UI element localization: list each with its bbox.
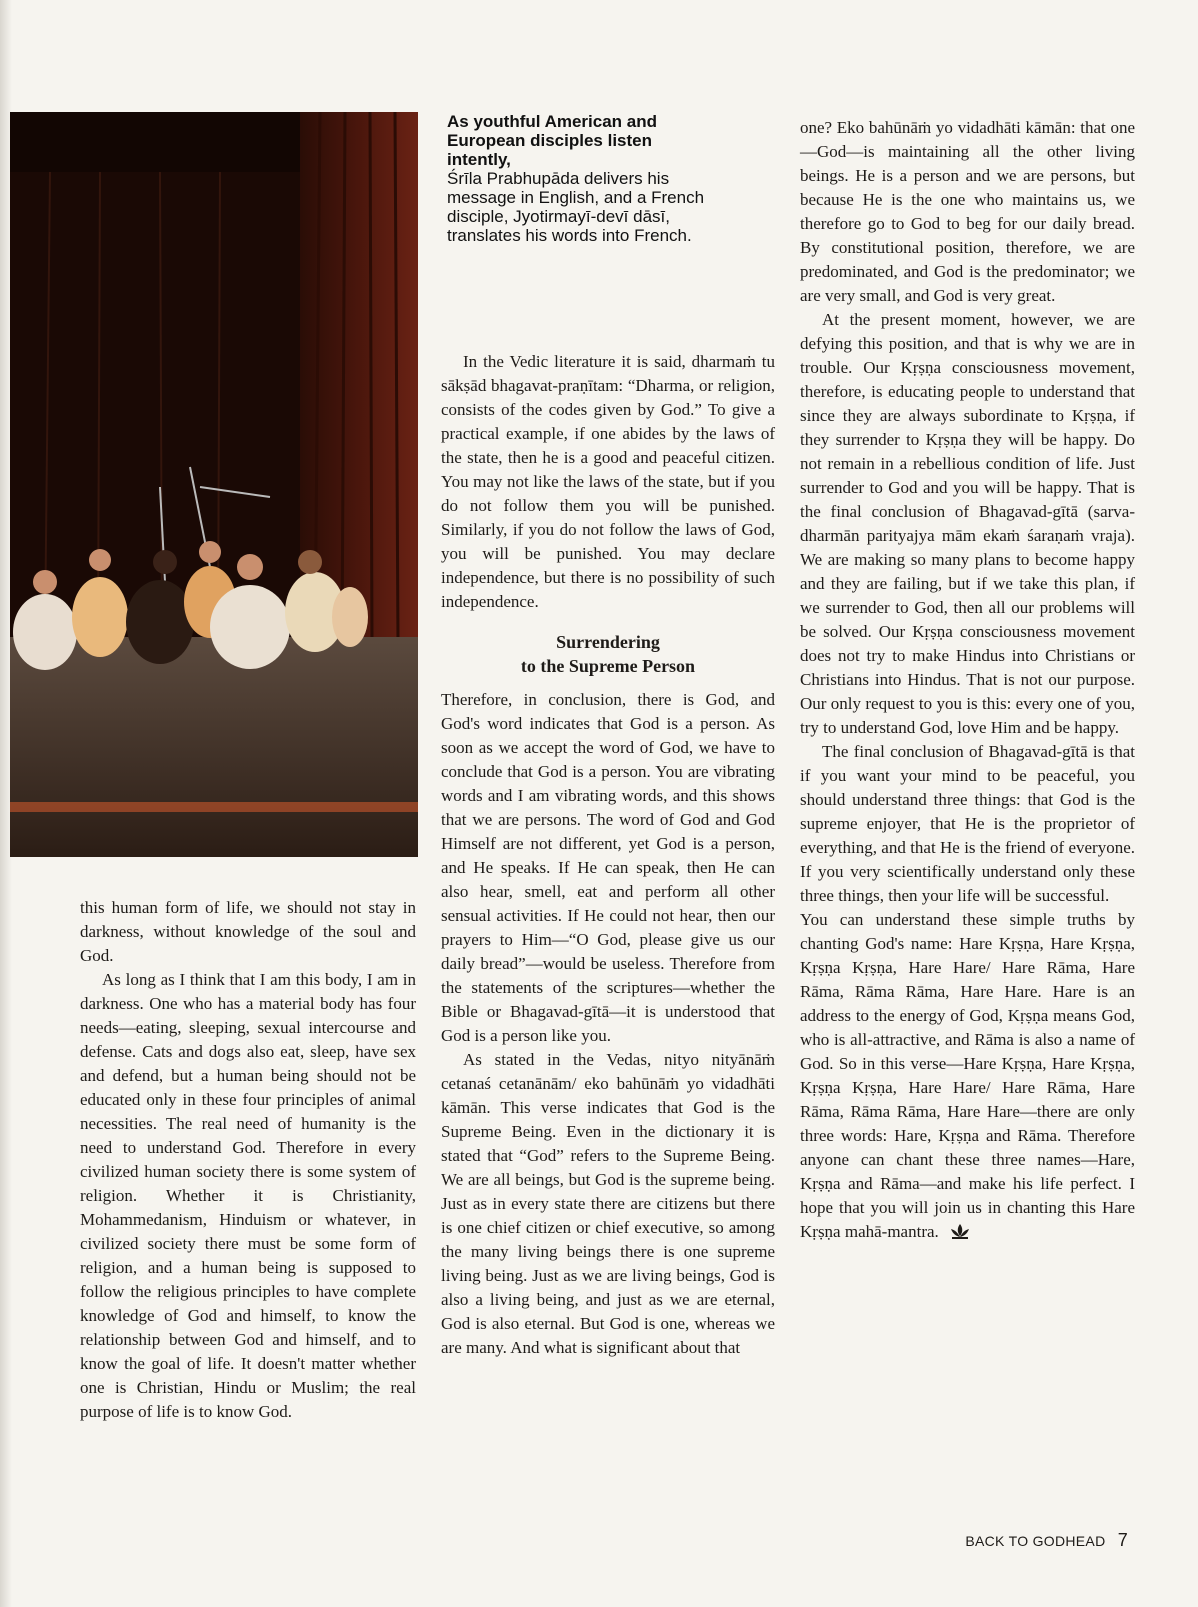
paragraph: this human form of life, we should not stay in darkness, without knowledge of the soul and God. [80,898,416,965]
paragraph: You can understand these simple truths by chanting God's name: Hare Kṛṣṇa, Hare Kṛṣṇa, Kṛṣṇa Kṛṣṇa, Hare Hare/ Hare Rāma, Hare Rāma, Rāma Rāma, Hare Hare. Hare is an address to the energy of God, Kṛṣṇa means God, who is all-attractive, and Rāma is also a name of God. So in this verse—Hare Kṛṣṇa, Hare Kṛṣṇa, Kṛṣṇa Kṛṣṇa, Hare Hare/ Hare Rāma, Hare Rāma, Rāma Rāma, Hare Hare—there are only three words: Hare, Kṛṣṇa and Rāma. Therefore anyone can chant these three names—Hare, Kṛṣṇa and Rāma—and make his life perfect. I hope that you will join us in chanting this Hare Kṛṣṇa mahā-mantra. [800,910,1135,1241]
paragraph: The final conclusion of Bhagavad-gītā is that if you want your mind to be peaceful, you should understand three things: that God is the supreme enjoyer, that He is the proprietor of everything, and that He is the friend of everyone. If you very scientifically understand only these three things, then your life will be successful. [800,742,1135,905]
photo-caption [447,112,707,245]
paragraph: In the Vedic literature it is said, dharmaṁ tu sākṣād bhagavat-praṇītam: “Dharma, or religion, consists of the codes given by God.” To give a practical example, if one abides by the laws of the state, then he is a good and peaceful citizen. You may not like the laws of the state, but if you do not follow them you will be punished. Similarly, if you do not follow the laws of God, you will be punished. You may declare independence, but there is no possibility of such independence. [441,352,775,611]
section-heading: Surrendering to the Supreme Person [520,632,696,676]
page-footer [965,1530,1128,1551]
paragraph: Therefore, in conclusion, there is God, and God's word indicates that God is a person. As soon as we accept the word of God, we have to conclude that God is a person. You are vibrating words and I am vibrating words, and this shows that we are persons. The word of God and God Himself are not different, yet God is a person, and He speaks. If He can speak, then He can also hear, smell, eat and perform all other sensual activities. If He could not hear, then our prayers to Him—“O God, please give us our daily bread”—would be useless. Therefore from the statements of the scriptures—whether the Bible or Bhagavad-gītā—it is understood that God is a person like you. [441,690,775,1045]
right-column [800,116,1135,1244]
paragraph: At the present moment, however, we are defying this position, and that is why we are in trouble. Our Kṛṣṇa consciousness movement, therefore, is educating people to understand that since they are always subordinate to Kṛṣṇa, if they surrender to Kṛṣṇa they will be happy. Do not remain in a rebellious condition of life. Just surrender to God and you will be happy. That is the final conclusion of Bhagavad-gītā (sarva-dharmān parityajya mām ekaṁ śaraṇaṁ vraja). We are making so many plans to become happy and they are failing, but if we take this plan, if we surrender to God, then all our problems will be solved. Our Kṛṣṇa consciousness movement does not try to make Hindus into Christians or Christians into Hindus. That is not our purpose. Our only request to you is this: every one of you, try to understand God, love Him and be happy. [800,310,1135,737]
paragraph: one? Eko bahūnāṁ yo vidadhāti kāmān: that one—God—is maintaining all the other living beings. He is a person and we are persons, but because He is the one who maintains us, we therefore go to God to beg for our daily bread. By constitutional position, therefore, we are predominated, and God is the predominator; we are very small, and God is very great. [800,118,1135,305]
paragraph: As long as I think that I am this body, I am in darkness. One who has a material body has four needs—eating, sleeping, sexual intercourse and defense. Cats and dogs also eat, sleep, have sex and defend, but a human being should not be educated only in these four principles of animal necessities. The real need of humanity is the need to understand God. Therefore in every civilized human society there is some system of religion. Whether it is Christianity, Mohammedanism, Hinduism or whatever, in civilized society there must be some form of religion, and a human being is supposed to follow the religious principles to have complete knowledge of God and himself, to know the relationship between God and himself, and to know the goal of life. It doesn't matter whether one is Christian, Hindu or Muslim; the real purpose of life is to know God. [80,970,416,1421]
page-number: 7 [1117,1530,1128,1550]
left-column [80,896,416,1424]
caption-body: Śrīla Prabhupāda delivers his message in English, and a French disciple, Jyotirmayī-devī dāsī, translates his words into French. [447,169,705,245]
stage-photo [10,112,418,857]
middle-column [441,350,775,1360]
publication-name: BACK TO GODHEAD [965,1533,1106,1549]
lotus-icon [949,1223,971,1239]
paragraph: As stated in the Vedas, nityo nityānāṁ cetanaś cetanānām/ eko bahūnāṁ yo vidadhāti kāmān. This verse indicates that God is the Supreme Being. Even in the dictionary it is stated that “God” refers to the Supreme Being. We are all beings, but God is the supreme being. Just as in every state there are citizens but there is one chief citizen or chief executive, so among the many living beings there is one supreme living being. Just as we are living beings, God is also a living being, and just as we are eternal, God is also eternal. But God is one, whereas we are many. And what is significant about that [441,1050,775,1357]
caption-lead: As youthful American and European disciples listen intently, [447,112,658,169]
